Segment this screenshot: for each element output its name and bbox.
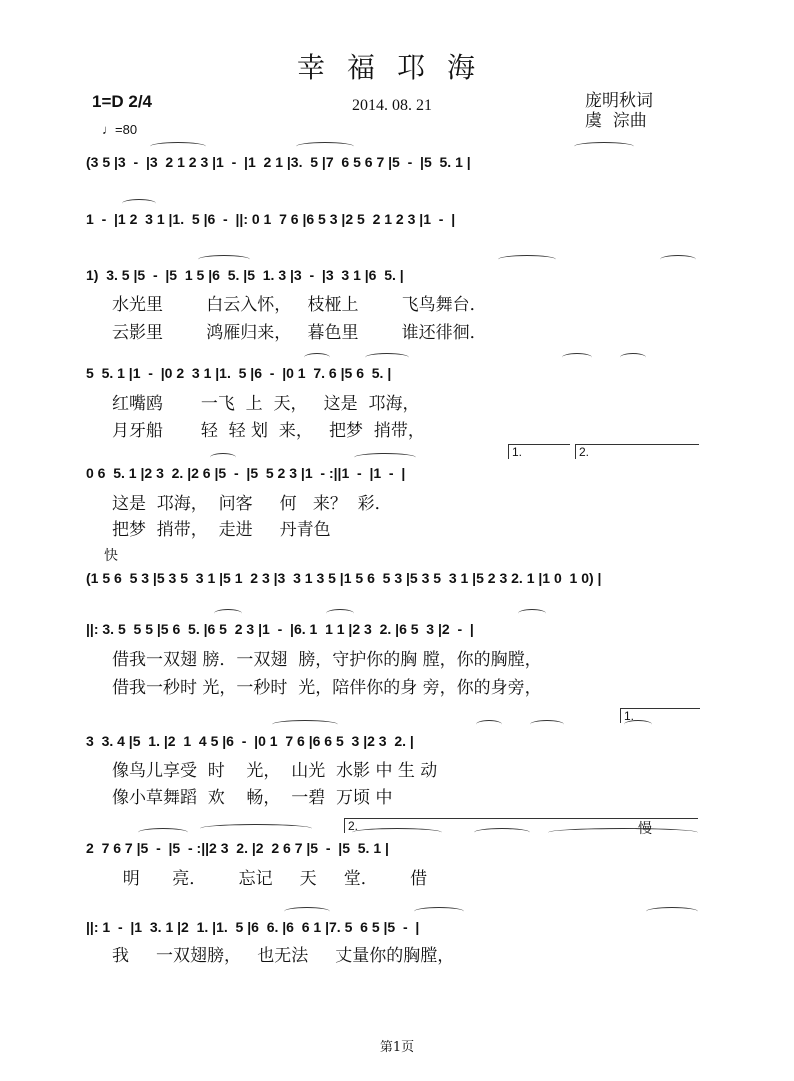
page-number: 第1页 bbox=[379, 1040, 415, 1055]
slur-mark bbox=[326, 609, 354, 618]
lyric-line-10a: 我 一双翅膀， 也无法 丈量你的胸膛， bbox=[112, 946, 455, 966]
slur-mark bbox=[548, 828, 698, 837]
slur-mark bbox=[646, 907, 698, 916]
notation-line-7: ||: 3. 5 5 5 |5 6 5. |6 5 2 3 |1 - |6. 1 1 1 |2 3 2. |6 5 3 |2 - | bbox=[86, 621, 474, 637]
composition-date: 2014. 08. 21 bbox=[352, 97, 432, 114]
slur-mark bbox=[210, 453, 236, 462]
slur-mark bbox=[284, 907, 330, 916]
slur-mark bbox=[354, 453, 416, 462]
slur-mark bbox=[365, 353, 409, 362]
notation-line-6: (1 5 6 5 3 |5 3 5 3 1 |5 1 2 3 |3 3 1 3 5 |1 5 6 5 3 |5 3 5 3 1 |5 2 3 2. 1 |1 0 1 0) | bbox=[86, 570, 602, 586]
notation-line-8: 3 3. 4 |5 1. |2 1 4 5 |6 - |0 1 7 6 |6 6 5 3 |2 3 2. | bbox=[86, 733, 414, 749]
volta-first-ending: 1. bbox=[508, 444, 570, 459]
lyric-line-5a: 这是 邛海， 问客 何 来？ 彩． bbox=[112, 494, 392, 514]
slur-mark bbox=[198, 255, 250, 264]
lyric-line-7a: 借我一双翅 膀．一双翅 膀，守护你的胸 膛，你的胸膛， bbox=[112, 650, 542, 670]
notation-line-2: 1 - |1 2 3 1 |1. 5 |6 - ||: 0 1 7 6 |6 5 3 |2 5 2 1 2 3 |1 - | bbox=[86, 211, 456, 227]
tempo-marking: ♩=80 bbox=[102, 122, 138, 137]
slur-mark bbox=[620, 353, 646, 362]
slur-mark bbox=[660, 255, 696, 264]
key-signature: 1=D 2/4 bbox=[92, 92, 153, 111]
slur-mark bbox=[476, 720, 502, 729]
tempo-fast-marker: 快 bbox=[104, 548, 118, 564]
lyric-line-4b: 月牙船 轻 轻 划 来， 把梦 捎带， bbox=[112, 421, 425, 441]
slur-mark bbox=[414, 907, 464, 916]
slur-mark bbox=[530, 720, 564, 729]
notation-line-9: 2 7 6 7 |5 - |5 - :||2 3 2. |2 2 6 7 |5 - |5 5. 1 | bbox=[86, 840, 389, 856]
slur-mark bbox=[272, 720, 338, 729]
credits bbox=[585, 91, 653, 131]
song-title: 幸福邛海 bbox=[296, 51, 497, 84]
lyric-line-4a: 红嘴鸥 一飞 上 天， 这是 邛海， bbox=[112, 394, 420, 414]
lyric-line-7b: 借我一秒时 光，一秒时 光，陪伴你的身 旁，你的身旁， bbox=[112, 678, 542, 698]
slur-mark bbox=[498, 255, 556, 264]
slur-mark bbox=[122, 199, 156, 208]
lyric-line-3a: 水光里 白云入怀， 枝桠上 飞鸟舞台． bbox=[112, 295, 487, 315]
slur-mark bbox=[518, 609, 546, 618]
slur-mark bbox=[200, 824, 312, 833]
slur-mark bbox=[214, 609, 242, 618]
slur-mark bbox=[150, 142, 206, 151]
slur-mark bbox=[138, 828, 188, 837]
slur-mark bbox=[562, 353, 592, 362]
lyric-line-8a: 像鸟儿享受 时 光， 山光 水影 中 生 动 bbox=[112, 761, 438, 781]
volta-second-ending: 2. bbox=[575, 444, 699, 459]
slur-mark bbox=[352, 828, 442, 837]
slur-mark bbox=[304, 353, 330, 362]
lyric-line-8b: 像小草舞蹈 欢 畅， 一碧 万顷 中 bbox=[112, 788, 393, 808]
lyric-line-3b: 云影里 鸿雁归来， 暮色里 谁还徘徊． bbox=[112, 323, 487, 343]
slur-mark bbox=[474, 828, 530, 837]
slur-mark bbox=[624, 720, 652, 729]
volta-second-ending-2: 2. bbox=[344, 818, 698, 833]
slur-mark bbox=[296, 142, 354, 151]
lyric-line-5b: 把梦 捎带， 走进 丹青色 bbox=[112, 520, 331, 540]
notation-line-10: ||: 1 - |1 3. 1 |2 1. |1. 5 |6 6. |6 6 1 |7. 5 6 5 |5 - | bbox=[86, 919, 420, 935]
slur-mark bbox=[574, 142, 634, 151]
lyric-line-9a: 明 亮． 忘记 天 堂． 借 bbox=[112, 869, 428, 889]
lyricist-credit: 庞明秋词 bbox=[585, 91, 653, 111]
notation-line-3: 1) 3. 5 |5 - |5 1 5 |6 5. |5 1. 3 |3 - |3 3 1 |6 5. | bbox=[86, 267, 404, 283]
volta-first-ending-2: 1. bbox=[620, 708, 700, 723]
composer-credit: 虞 淙曲 bbox=[585, 111, 647, 131]
notation-line-5: 0 6 5. 1 |2 3 2. |2 6 |5 - |5 5 2 3 |1 - :||1 - |1 - | bbox=[86, 465, 406, 481]
notation-line-4: 5 5. 1 |1 - |0 2 3 1 |1. 5 |6 - |0 1 7. 6 |5 6 5. | bbox=[86, 365, 392, 381]
notation-line-1: (3 5 |3 - |3 2 1 2 3 |1 - |1 2 1 |3. 5 |7 6 5 6 7 |5 - |5 5. 1 | bbox=[86, 154, 471, 170]
tempo-slow-marker: 慢 bbox=[638, 821, 652, 837]
